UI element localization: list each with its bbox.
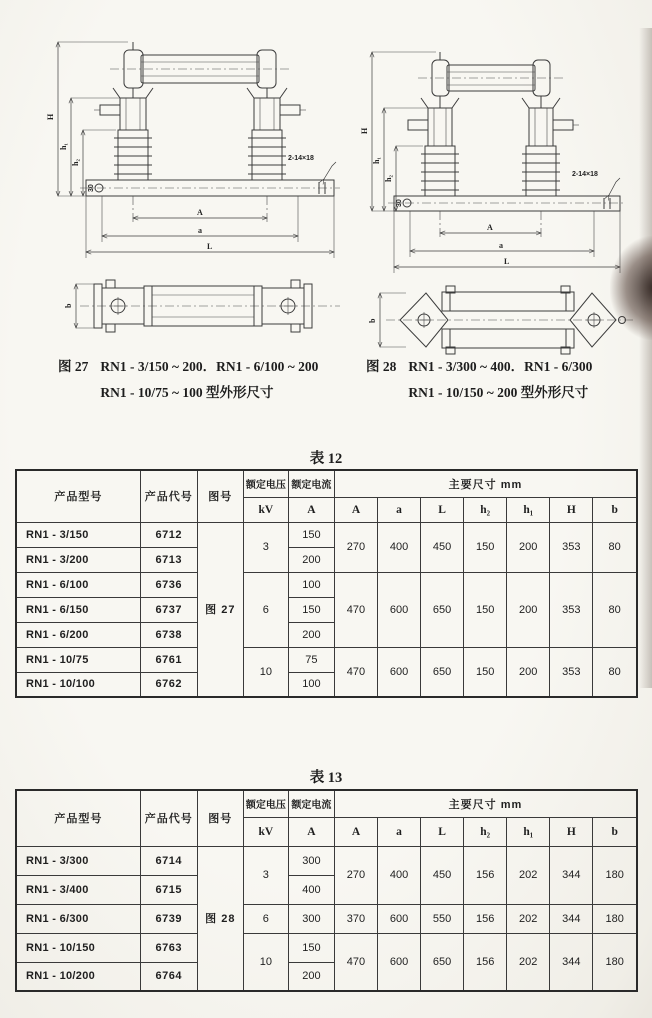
cell-dim: 200 <box>507 647 550 697</box>
cell-dim: 180 <box>593 933 637 991</box>
cell-dim: 156 <box>464 846 507 904</box>
cell-model: RN1 - 6/100 <box>16 572 140 597</box>
col-header-kv: kV <box>243 817 288 846</box>
cell-dim: 600 <box>378 904 421 933</box>
cell-amp: 300 <box>288 846 334 875</box>
cell-dim: 156 <box>464 933 507 991</box>
table-row <box>16 522 637 547</box>
fig27-horizontal-dims <box>86 196 334 258</box>
fig27-caption <box>58 354 358 407</box>
fig28-caption <box>366 354 646 407</box>
cell-kv: 3 <box>243 522 288 572</box>
cell-dim: 370 <box>334 904 377 933</box>
cell-dim: 600 <box>378 572 421 647</box>
fig28-caption-line1: RN1 - 3/300 ~ 400．RN1 - 6/300 <box>408 359 593 374</box>
cell-amp: 150 <box>288 522 334 547</box>
cell-dim: 400 <box>378 522 421 572</box>
fig27-caption-text <box>100 354 318 407</box>
col-header-dim-A: A <box>334 817 377 846</box>
table12 <box>15 469 638 698</box>
fig27-H-label: H <box>46 113 55 120</box>
fig27-b-label: b <box>64 303 73 308</box>
cell-amp: 150 <box>288 597 334 622</box>
cell-code: 6763 <box>140 933 197 962</box>
col-header-figure-no: 图号 <box>197 790 243 846</box>
cell-kv: 3 <box>243 846 288 904</box>
cell-kv: 10 <box>243 933 288 991</box>
fig28-mounting-holes-label: 2-14×18 <box>572 171 598 178</box>
cell-model: RN1 - 6/300 <box>16 904 140 933</box>
fig28-L-label: L <box>504 257 510 266</box>
cell-code: 6713 <box>140 547 197 572</box>
cell-code: 6764 <box>140 962 197 991</box>
table13 <box>15 789 638 992</box>
col-header-dim-a: a <box>378 817 421 846</box>
fig27-caption-line1: RN1 - 3/150 ~ 200．RN1 - 6/100 ~ 200 <box>100 359 319 374</box>
col-header-rated-current: 额定电流 <box>288 790 334 817</box>
cell-model: RN1 - 3/150 <box>16 522 140 547</box>
col-header-rated-current: 额定电流 <box>288 470 334 497</box>
fig28-caption-line2: RN1 - 10/150 ~ 200 型外形尺寸 <box>408 385 589 401</box>
cell-code: 6737 <box>140 597 197 622</box>
fig27-front-view <box>80 42 340 196</box>
cell-code: 6714 <box>140 846 197 875</box>
cell-dim: 353 <box>550 647 593 697</box>
scan-edge-shadow <box>639 28 652 688</box>
cell-amp: 150 <box>288 933 334 962</box>
fig28-top-view <box>368 286 634 354</box>
table12-title: 表 12 <box>309 451 343 467</box>
cell-dim: 344 <box>550 933 593 991</box>
fig28-caption-number: 图 28 <box>366 359 397 374</box>
fig28-base-height-label: 30 <box>396 199 403 207</box>
cell-dim: 202 <box>507 904 550 933</box>
cell-dim: 650 <box>421 647 464 697</box>
col-header-dim-H: H <box>550 817 593 846</box>
cell-amp: 200 <box>288 547 334 572</box>
cell-dim: 156 <box>464 904 507 933</box>
fig27-A-label: A <box>197 208 203 217</box>
cell-code: 6715 <box>140 875 197 904</box>
cell-model: RN1 - 10/150 <box>16 933 140 962</box>
fig28-a-label: a <box>499 241 503 250</box>
cell-amp: 200 <box>288 622 334 647</box>
cell-figure-ref: 图 28 <box>197 846 243 991</box>
table-row <box>16 933 637 962</box>
cell-model: RN1 - 10/75 <box>16 647 140 672</box>
cell-amp: 75 <box>288 647 334 672</box>
col-header-rated-voltage: 额定电压 <box>243 470 288 497</box>
cell-kv: 10 <box>243 647 288 697</box>
fig27-h2-label: h₂ <box>71 159 80 166</box>
cell-model: RN1 - 3/400 <box>16 875 140 904</box>
cell-dim: 270 <box>334 846 377 904</box>
cell-dim: 202 <box>507 933 550 991</box>
cell-code: 6761 <box>140 647 197 672</box>
fig27-L-label: L <box>207 242 213 251</box>
col-header-dim-b: b <box>593 817 637 846</box>
cell-dim: 200 <box>507 572 550 647</box>
cell-dim: 470 <box>334 933 377 991</box>
cell-dim: 450 <box>421 522 464 572</box>
table-row <box>16 470 637 497</box>
cell-dim: 202 <box>507 846 550 904</box>
cell-dim: 200 <box>507 522 550 572</box>
fig27-right-insulator <box>248 130 286 180</box>
col-header-dim-h1: h₁ <box>507 497 550 522</box>
fig28-b-label: b <box>368 318 377 323</box>
cell-model: RN1 - 10/100 <box>16 672 140 697</box>
cell-model: RN1 - 6/200 <box>16 622 140 647</box>
fig28-h1-label: h₁ <box>372 157 381 164</box>
cell-dim: 600 <box>378 933 421 991</box>
cell-model: RN1 - 3/200 <box>16 547 140 572</box>
fig28-caption-text <box>408 354 592 407</box>
fig27-drawing <box>36 34 368 352</box>
fig27-caption-line2: RN1 - 10/75 ~ 100 型外形尺寸 <box>100 385 274 401</box>
cell-model: RN1 - 10/200 <box>16 962 140 991</box>
cell-dim: 344 <box>550 904 593 933</box>
cell-dim: 550 <box>421 904 464 933</box>
col-header-amp: A <box>288 497 334 522</box>
col-header-product-model: 产品型号 <box>16 470 140 522</box>
col-header-product-code: 产品代号 <box>140 470 197 522</box>
col-header-product-model: 产品型号 <box>16 790 140 846</box>
cell-dim: 150 <box>464 522 507 572</box>
cell-dim: 180 <box>593 904 637 933</box>
table-row <box>16 846 637 875</box>
cell-dim: 470 <box>334 572 377 647</box>
fig28-left-insulator <box>421 146 459 196</box>
cell-code: 6739 <box>140 904 197 933</box>
cell-dim: 600 <box>378 647 421 697</box>
fig27-mounting-holes-label: 2-14×18 <box>288 155 314 162</box>
cell-figure-ref: 图 27 <box>197 522 243 697</box>
cell-dim: 344 <box>550 846 593 904</box>
col-header-dim-H: H <box>550 497 593 522</box>
table-row <box>16 904 637 933</box>
cell-kv: 6 <box>243 572 288 647</box>
cell-dim: 80 <box>593 572 637 647</box>
fig27-base-height-label: 30 <box>88 184 95 192</box>
cell-code: 6736 <box>140 572 197 597</box>
cell-code: 6738 <box>140 622 197 647</box>
fig27-h1-label: h₁ <box>59 143 68 150</box>
table-row <box>16 647 637 672</box>
cell-model: RN1 - 6/150 <box>16 597 140 622</box>
col-header-product-code: 产品代号 <box>140 790 197 846</box>
col-header-amp: A <box>288 817 334 846</box>
cell-dim: 270 <box>334 522 377 572</box>
table-row <box>16 790 637 817</box>
fig27-vertical-dims <box>46 42 128 196</box>
fig28-h2-label: h₂ <box>384 175 393 182</box>
fig28-front-view <box>388 52 626 211</box>
col-header-dim-a: a <box>378 497 421 522</box>
col-header-rated-voltage: 额定电压 <box>243 790 288 817</box>
cell-code: 6712 <box>140 522 197 547</box>
cell-dim: 80 <box>593 647 637 697</box>
fig27-a-label: a <box>198 226 202 235</box>
fig28-A-label: A <box>487 223 493 232</box>
cell-kv: 6 <box>243 904 288 933</box>
cell-amp: 200 <box>288 962 334 991</box>
cell-amp: 100 <box>288 572 334 597</box>
col-header-dim-b: b <box>593 497 637 522</box>
cell-dim: 470 <box>334 647 377 697</box>
cell-dim: 150 <box>464 572 507 647</box>
col-header-dim-L: L <box>421 497 464 522</box>
cell-dim: 353 <box>550 572 593 647</box>
cell-dim: 353 <box>550 522 593 572</box>
cell-amp: 400 <box>288 875 334 904</box>
cell-dim: 650 <box>421 933 464 991</box>
fig27-top-view <box>64 280 340 332</box>
col-header-dim-h2: h₂ <box>464 817 507 846</box>
col-header-main-dims: 主要尺寸 mm <box>334 470 637 497</box>
col-header-dim-h1: h₁ <box>507 817 550 846</box>
cell-dim: 180 <box>593 846 637 904</box>
cell-model: RN1 - 3/300 <box>16 846 140 875</box>
cell-dim: 150 <box>464 647 507 697</box>
fig27-caption-number: 图 27 <box>58 359 89 374</box>
fig28-horizontal-dims <box>394 211 620 273</box>
cell-amp: 100 <box>288 672 334 697</box>
fig28-H-label: H <box>360 127 369 134</box>
cell-dim: 80 <box>593 522 637 572</box>
cell-dim: 450 <box>421 846 464 904</box>
col-header-dim-A: A <box>334 497 377 522</box>
col-header-figure-no: 图号 <box>197 470 243 522</box>
table-row <box>16 572 637 597</box>
fig27-left-insulator <box>114 130 152 180</box>
cell-dim: 400 <box>378 846 421 904</box>
fig28-right-insulator <box>522 146 560 196</box>
cell-code: 6762 <box>140 672 197 697</box>
col-header-dim-h2: h₂ <box>464 497 507 522</box>
cell-amp: 300 <box>288 904 334 933</box>
table13-title: 表 13 <box>309 770 343 786</box>
col-header-kv: kV <box>243 497 288 522</box>
col-header-dim-L: L <box>421 817 464 846</box>
scan-finger-shadow <box>610 236 652 340</box>
cell-dim: 650 <box>421 572 464 647</box>
col-header-main-dims: 主要尺寸 mm <box>334 790 637 817</box>
